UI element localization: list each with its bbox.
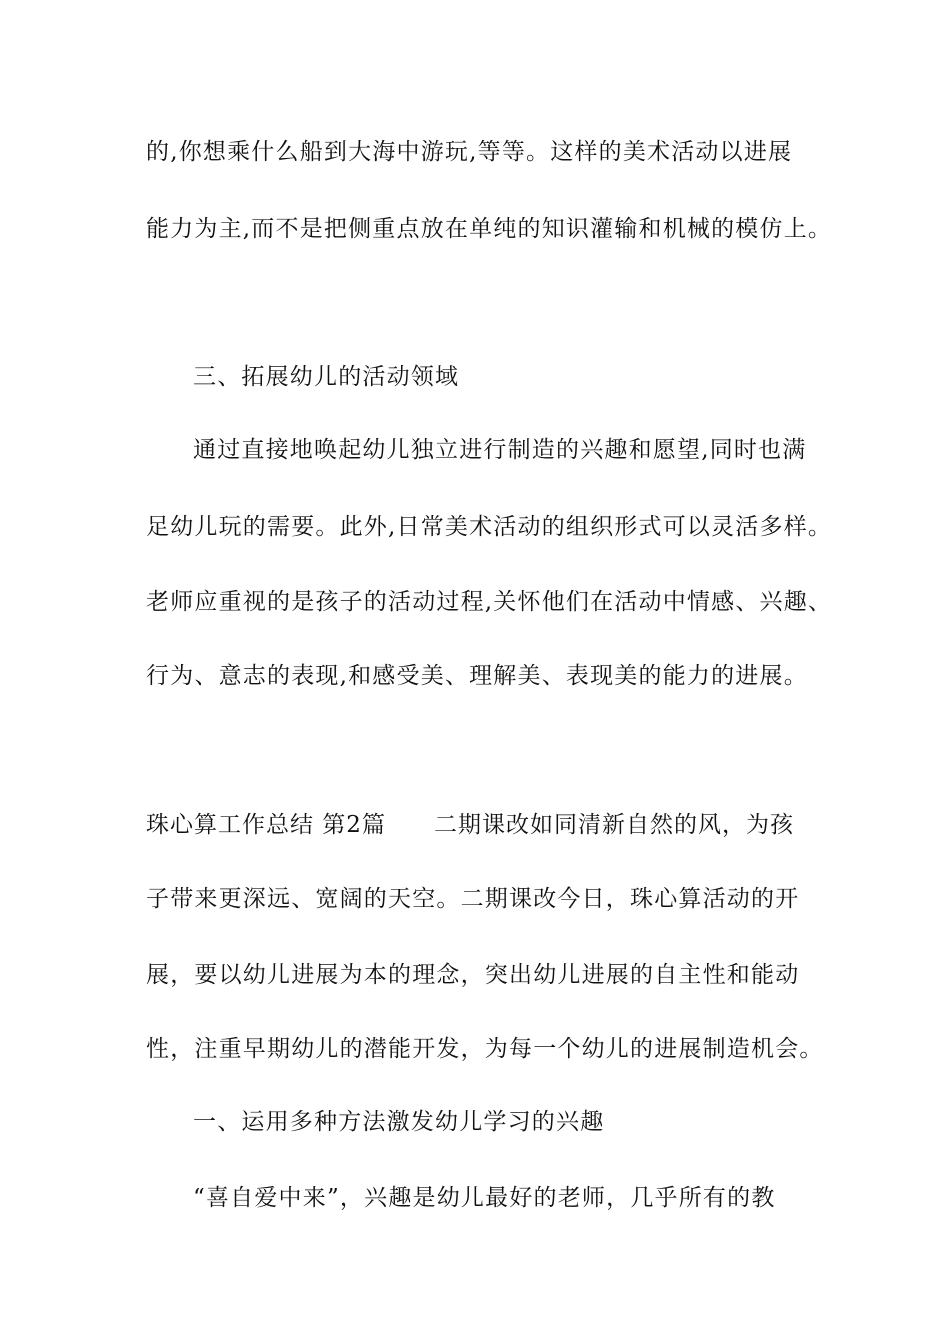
paragraph-line: “喜自爱中来”，兴趣是幼儿最好的老师，几乎所有的教 xyxy=(193,1185,776,1211)
paragraph-line: 能力为主,而不是把侧重点放在单纯的知识灌输和机械的模仿上。 xyxy=(146,216,833,242)
paragraph-line: 性，注重早期幼儿的潜能开发，为每一个幼儿的进展制造机会。 xyxy=(146,1036,824,1062)
article-heading-line: 珠心算工作总结 第2篇 二期课改如同清新自然的风，为孩 xyxy=(146,812,794,838)
paragraph-line: 展，要以幼儿进展为本的理念，突出幼儿进展的自主性和能动 xyxy=(146,962,800,988)
paragraph-line: 的,你想乘什么船到大海中游玩,等等。这样的美术活动以进展 xyxy=(146,139,793,165)
paragraph-line: 行为、意志的表现,和感受美、理解美、表现美的能力的进展。 xyxy=(146,663,808,689)
paragraph-line: 足幼儿玩的需要。此外,日常美术活动的组织形式可以灵活多样。 xyxy=(146,514,833,540)
section-heading: 三、拓展幼儿的活动领域 xyxy=(193,364,460,390)
paragraph-line: 通过直接地唤起幼儿独立进行制造的兴趣和愿望,同时也满 xyxy=(193,437,807,463)
paragraph-line: 老师应重视的是孩子的活动过程,关怀他们在活动中情感、兴趣、 xyxy=(146,589,833,615)
paragraph-line: 子带来更深远、宽阔的天空。二期课改今日，珠心算活动的开 xyxy=(146,886,800,912)
section-heading: 一、运用多种方法激发幼儿学习的兴趣 xyxy=(193,1109,605,1135)
